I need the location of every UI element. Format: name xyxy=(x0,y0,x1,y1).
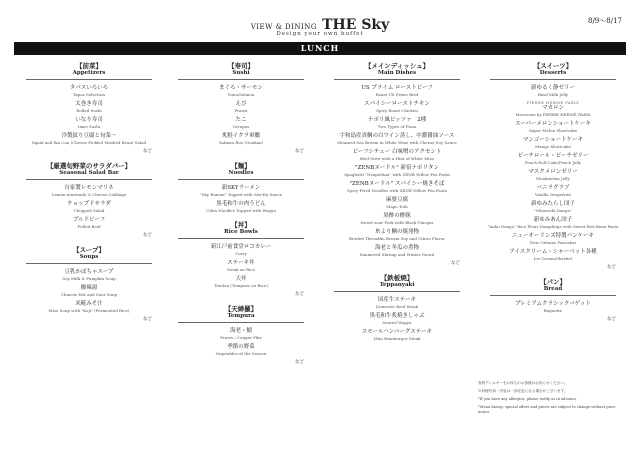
item-name-en: Macarons by PIERRE HERMÉ PARIS xyxy=(515,112,591,117)
etc-note: など xyxy=(143,149,152,154)
menu-section xyxy=(478,278,628,322)
item-name-jp: ピーチロール・ピーチゼリー xyxy=(517,153,589,159)
item-name-en: Sweet sour Pork with Black Vinegar xyxy=(360,220,434,225)
item-name-en: Chopped Salad xyxy=(73,208,105,213)
item-name-jp: 海老と冬瓜の煮物 xyxy=(374,245,419,251)
menu-item xyxy=(478,121,628,133)
menu-item xyxy=(14,133,164,145)
item-name-en: Tuna/Salmon xyxy=(227,92,255,97)
menu-item xyxy=(322,165,472,177)
item-name-en: Mapo Tofu xyxy=(386,204,408,209)
item-name-en: Lemon marinade & Cheese Cabbage xyxy=(51,192,127,197)
item-name-en: Octopus xyxy=(232,124,250,129)
menu-item xyxy=(478,185,628,197)
item-name-jp: ビーフシチュー 白味噌のアクセント xyxy=(352,149,442,155)
section-title-jp: 【前菜】 xyxy=(76,62,102,70)
item-name-en: Curry xyxy=(235,251,247,256)
section-title-en: Tempura xyxy=(178,313,304,323)
item-name-jp: マスクメロンゼリー xyxy=(528,169,578,175)
menu-item xyxy=(166,201,316,213)
item-name-jp: 新ゆみあん団子 xyxy=(533,217,573,223)
menu-item xyxy=(14,117,164,129)
item-name-jp: ニューオーリンズ特製パンケーキ xyxy=(511,233,595,239)
item-name-en: "Anko Dango" Rice Flour Dumplings with Sweet Red Bean Paste xyxy=(487,224,619,229)
section-title-jp: 【厳選旬野菜のサラダバー】 xyxy=(46,162,132,170)
item-name-jp: プレミアムクラシックバゲット xyxy=(515,301,591,307)
note-line: ※料理写真・内容は一部変更になる場合がございます。 xyxy=(478,389,568,393)
etc-note: など xyxy=(451,261,460,266)
item-name-jp: いなり寿司 xyxy=(75,117,103,123)
menu-item xyxy=(478,153,628,165)
item-name-jp: 黒酢の酢豚 xyxy=(383,213,411,219)
item-name-jp: 新SKYラーメン xyxy=(221,185,261,191)
item-name-jp: "ZENBヌードル" 新宿ナポリタン xyxy=(355,165,439,171)
item-name-jp: 国産牛ステーキ xyxy=(377,297,417,303)
menu-section xyxy=(166,221,316,297)
item-name-jp: 海老・鱚 xyxy=(229,328,252,334)
note-line: *Menu lineup, special offers and prices are subject to change without prior notice. xyxy=(478,405,616,414)
item-name-en: Prawn / Conger Pike xyxy=(220,335,262,340)
menu-item xyxy=(14,101,164,113)
menu-item xyxy=(322,197,472,209)
section-title-jp: 【スイーツ】 xyxy=(533,62,573,70)
menu-item xyxy=(166,101,316,113)
menu-item xyxy=(166,244,316,256)
menu-item xyxy=(166,260,316,272)
menu-item xyxy=(166,133,316,145)
item-name-jp: まぐろ・サーモン xyxy=(218,85,263,91)
section-title-en: Desserts xyxy=(490,70,616,80)
item-name-jp: 自家製レモンマリネ xyxy=(64,185,114,191)
item-name-jp: 米糀みそ汁 xyxy=(75,301,103,307)
menu-item xyxy=(322,313,472,325)
menu-item xyxy=(166,117,316,129)
menu-section xyxy=(322,274,472,341)
item-name-en: Beef Stew with a Hint of White Miso xyxy=(359,156,435,161)
item-name-jp: 豆乳かぼちゃスープ xyxy=(64,269,114,275)
menu-item xyxy=(478,169,628,181)
item-name-en: Tapas Selection xyxy=(73,92,105,97)
item-name-en: Two Types of Pizza xyxy=(377,124,417,129)
section-title-en: Main Dishes xyxy=(334,70,460,80)
item-name-en: Spicy Roast Chicken xyxy=(376,108,418,113)
menu-item xyxy=(322,245,472,257)
item-name-jp: 季節の野菜 xyxy=(227,344,255,350)
item-name-jp: マカロン xyxy=(541,105,564,111)
item-name-en: "Sky Ramen" Topped with Stir-fry Sauce xyxy=(199,192,283,197)
section-title-jp: 【天婦羅】 xyxy=(224,305,258,313)
menu-section xyxy=(166,305,316,365)
item-name-jp: 黒毛和牛炙焼きしゃぶ xyxy=(369,313,425,319)
item-name-en: Inari Sushi xyxy=(77,124,101,129)
section-title-jp: 【鉄板焼】 xyxy=(380,274,414,282)
menu-item xyxy=(322,213,472,225)
item-name-en: Mango Shortcake xyxy=(535,144,571,149)
menu-item xyxy=(166,328,316,340)
item-name-en: Spicy Fried Noodles with ZENB Yellow Pea Pasta xyxy=(347,188,447,193)
menu-item xyxy=(14,269,164,281)
item-name-jp: ナポリ風ピッツァ 2種 xyxy=(367,117,427,123)
item-name-jp: タパスいろいろ xyxy=(69,85,109,91)
item-name-jp: "ZENBヌードル" スパイシー焼きそば xyxy=(349,181,445,187)
menu-item xyxy=(14,201,164,213)
section-title-jp: 【スープ】 xyxy=(73,246,105,254)
item-name-en: Chinese Hot and Sour Soup xyxy=(60,292,118,297)
menu-item xyxy=(478,217,628,229)
menu-item xyxy=(14,85,164,97)
item-name-jp: 新ゆみたらし団子 xyxy=(530,201,575,207)
menu-title-bar: LUNCH xyxy=(14,42,626,55)
item-name-en: Rolled Sushi xyxy=(76,108,102,113)
etc-note: など xyxy=(607,265,616,270)
menu-item xyxy=(322,329,472,341)
menu-section xyxy=(14,246,164,322)
menu-item xyxy=(322,297,472,309)
item-name-jp: バニラグラブ xyxy=(536,185,570,191)
menu-item xyxy=(322,117,472,129)
item-name-en: Domestic Beef Steak xyxy=(375,304,419,309)
item-name-en: New Orleans Pancakes xyxy=(529,240,577,245)
item-name-jp: えび xyxy=(235,101,247,107)
menu-section xyxy=(322,62,472,266)
item-name-jp: 糸より鯛の焼発物 xyxy=(374,229,419,235)
menu-item xyxy=(322,101,472,113)
item-name-jp: アイスクリーム・シャーベット各種 xyxy=(509,249,597,255)
menu-item xyxy=(166,276,316,288)
item-name-jp: 酸辣湯 xyxy=(80,285,98,291)
section-title-jp: 【麺】 xyxy=(231,162,251,170)
etc-note: など xyxy=(295,292,304,297)
item-name-en: Basil Milk Jelly xyxy=(537,92,569,97)
item-name-en: Baguette xyxy=(543,308,563,313)
item-name-en: Tendon (Tempura on Rice) xyxy=(214,283,268,288)
item-name-jp: 新ゆるく静ゼリー xyxy=(530,85,575,91)
item-name-jp: 天丼 xyxy=(235,276,247,282)
note-line: 食物アレルギーをお持ちのお客様はお知らせください。 xyxy=(478,381,568,385)
menu-section xyxy=(14,62,164,154)
menu-section xyxy=(166,162,316,213)
section-title-en: Soups xyxy=(26,254,152,264)
item-name-jp: 炙鮭イクラ軍艦 xyxy=(221,133,261,139)
etc-note: など xyxy=(295,360,304,365)
item-name-en: Udon Noodles Topped with Wagyu xyxy=(206,208,276,213)
item-name-jp: ステーキ丼 xyxy=(227,260,255,266)
menu-column xyxy=(322,62,472,349)
item-name-en: Salmon Roe (Gunkan) xyxy=(218,140,264,145)
menu-column xyxy=(166,62,316,373)
menu-column xyxy=(14,62,164,330)
item-name-jp: マンゴーショートケーキ xyxy=(522,137,584,143)
item-name-jp: 太巻き寿司 xyxy=(75,101,103,107)
menu-column xyxy=(478,62,628,330)
item-name-jp: スモールハンバーグステーキ xyxy=(361,329,433,335)
item-name-jp: 宇和島産真鯛の白ワイン蒸し、中濃醤油ソース xyxy=(339,133,455,139)
item-name-en: Roast US Prime Beef xyxy=(375,92,419,97)
item-name-en: Pulled Beef xyxy=(77,224,101,229)
etc-note: など xyxy=(143,317,152,322)
item-name-en: Miso Soup with "Koji" (Fermented Rice) xyxy=(48,308,130,313)
menu-item xyxy=(322,149,472,161)
item-name-en: Squid and Ika Con (Cheese Pickled Mashed Bean) Salad xyxy=(31,140,147,145)
section-title-en: Seasonal Salad Bar xyxy=(26,170,152,180)
item-name-en: Steak on Rice xyxy=(227,267,255,272)
menu-item xyxy=(166,85,316,97)
menu-item xyxy=(478,301,628,313)
item-name-en: Super Melon Shortcake xyxy=(528,128,578,133)
pierre-herme-logo: PIERRE HERMÉ PARIS xyxy=(526,101,580,105)
section-title-en: Appetizers xyxy=(26,70,152,80)
item-name-en: Broiled Threadfin Bream Soy and Citrus Flavor xyxy=(349,236,445,241)
date-range: 8/9～8/17 xyxy=(588,17,622,25)
tagline: Design your own buffet xyxy=(276,31,364,37)
section-title-jp: 【パン】 xyxy=(540,278,566,286)
menu-item xyxy=(322,181,472,193)
section-title-jp: 【丼】 xyxy=(231,221,251,229)
item-name-jp: 黒毛和牛の肉うどん xyxy=(216,201,266,207)
item-name-en: Soy Milk & Pumpkin Soup xyxy=(62,276,116,281)
section-title-en: Sushi xyxy=(178,70,304,80)
item-name-en: Ice Cream/Sherbet xyxy=(533,256,573,261)
item-name-en: Peach Roll Cake/Peach Jelly xyxy=(524,160,582,165)
menu-item xyxy=(322,85,472,97)
brand-logo: THE Sky xyxy=(322,17,390,33)
menu-section xyxy=(166,62,316,154)
item-name-jp: 新江戸前食堂ロコカレー xyxy=(210,244,272,250)
item-name-jp: プルドビーフ xyxy=(72,217,106,223)
menu-section xyxy=(478,62,628,270)
item-name-jp: スパイシーローストチキン xyxy=(364,101,430,107)
menu-item xyxy=(166,344,316,356)
item-name-en: Muskmelon Jelly xyxy=(536,176,570,181)
item-name-en: Vanilla Grapefruit xyxy=(534,192,572,197)
item-name-en: Spaghetti "Neapolitan" with ZENB Yellow Pea Pasta xyxy=(344,172,450,177)
item-name-jp: 冷製紋り豆腐と旬菜～ xyxy=(61,133,117,139)
section-title-jp: 【メインディッシュ】 xyxy=(364,62,430,70)
menu-item xyxy=(478,233,628,245)
item-name-jp: スーパーメロンショートケーキ xyxy=(515,121,591,127)
etc-note: など xyxy=(295,149,304,154)
menu-item xyxy=(478,101,628,117)
menu-item xyxy=(14,285,164,297)
menu-item xyxy=(322,133,472,145)
item-name-jp: たこ xyxy=(235,117,247,123)
item-name-en: "Mitarashi Dango" xyxy=(534,208,572,213)
item-name-en: Steamed Sea Bream in White Wine with Cheese Soy Sauce xyxy=(337,140,457,145)
menu-item xyxy=(322,229,472,241)
menu-item xyxy=(14,301,164,313)
notes xyxy=(478,381,628,418)
menu-item xyxy=(14,185,164,197)
item-name-jp: 麻婆豆腐 xyxy=(385,197,408,203)
menu-section xyxy=(14,162,164,238)
brand-prefix: VIEW & DINING xyxy=(250,23,318,31)
item-name-jp: チョップドサラダ xyxy=(67,201,111,207)
etc-note: など xyxy=(143,233,152,238)
item-name-en: Seared Wagyu xyxy=(382,320,412,325)
section-title-en: Teppanyaki xyxy=(334,282,460,292)
item-name-en: Vegetables of the Season xyxy=(215,351,267,356)
section-title-jp: 【寿司】 xyxy=(228,62,254,70)
menu-item xyxy=(14,217,164,229)
section-title-en: Noodles xyxy=(178,170,304,180)
menu-item xyxy=(478,85,628,97)
section-title-en: Rice Bowls xyxy=(178,229,304,239)
menu-item xyxy=(166,185,316,197)
item-name-jp: US プライム ローストビーフ xyxy=(361,85,433,91)
item-name-en: Simmered Shrimp and Winter Gourd xyxy=(359,252,435,257)
section-title-en: Bread xyxy=(490,286,616,296)
item-name-en: Prawn xyxy=(234,108,248,113)
menu-item xyxy=(478,201,628,213)
note-line: *If you have any allergies, please notify us in advance. xyxy=(478,397,578,401)
etc-note: など xyxy=(607,317,616,322)
menu-item xyxy=(478,137,628,149)
menu-item xyxy=(478,249,628,261)
item-name-en: Mini Hamburger Steak xyxy=(373,336,421,341)
